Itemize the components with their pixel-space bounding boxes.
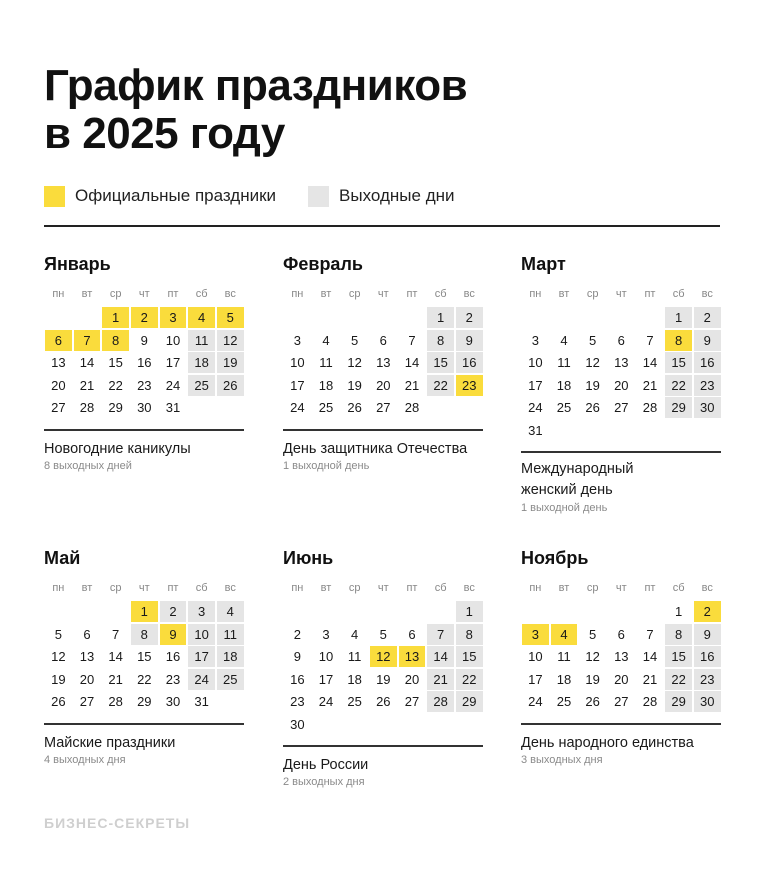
day-cell: 18	[556, 671, 572, 687]
weekend-day: 7	[427, 624, 454, 645]
weekend-day: 15	[456, 646, 483, 667]
weekday-header	[283, 579, 485, 597]
day-cell: 16	[165, 649, 181, 665]
day-cell: 11	[557, 355, 571, 371]
weekend-day: 29	[665, 691, 692, 712]
day-cell: 18	[556, 377, 572, 393]
day-grid	[521, 307, 723, 443]
day-cell: 9	[140, 332, 148, 348]
day-cell: 25	[347, 694, 362, 710]
weekday-label: ср	[586, 582, 599, 594]
holiday-day: 9	[160, 624, 187, 645]
weekday-label: вт	[81, 582, 93, 594]
day-cell: 27	[404, 694, 420, 710]
weekday-label: вт	[320, 288, 332, 300]
day-cell: 13	[51, 355, 66, 371]
weekend-day: 21	[427, 669, 454, 690]
weekend-day: 23	[694, 375, 721, 396]
day-cell: 18	[318, 377, 334, 393]
day-cell: 19	[376, 671, 391, 687]
day-cell: 20	[404, 671, 420, 687]
day-cell: 19	[51, 671, 66, 687]
day-cell: 25	[556, 694, 572, 710]
weekday-label: вс	[224, 582, 236, 594]
weekday-label: чт	[377, 582, 389, 594]
weekday-header	[44, 579, 246, 597]
day-cell: 20	[614, 671, 629, 687]
days-off-count: 8 выходных дней	[44, 460, 132, 472]
day-cell: 31	[528, 423, 543, 439]
day-cell: 21	[642, 671, 658, 687]
holiday-day: 2	[694, 601, 721, 622]
day-cell: 7	[408, 332, 416, 348]
day-cell: 18	[347, 671, 362, 687]
holiday-day: 13	[399, 646, 426, 667]
weekend-day: 15	[427, 352, 454, 373]
weekend-swatch	[308, 186, 329, 207]
day-cell: 15	[108, 355, 123, 371]
month-divider	[283, 429, 483, 431]
holiday-day: 6	[45, 330, 72, 351]
holiday-day: 1	[131, 601, 158, 622]
month-divider	[44, 723, 244, 725]
holiday-name: День народного единства	[521, 735, 694, 751]
holiday-day: 12	[370, 646, 397, 667]
weekend-day: 24	[188, 669, 215, 690]
day-cell: 20	[614, 377, 629, 393]
day-grid	[521, 601, 723, 714]
holiday-day: 7	[74, 330, 101, 351]
weekday-label: пт	[644, 582, 656, 594]
weekday-label: ср	[348, 582, 361, 594]
holiday-day: 3	[522, 624, 549, 645]
day-cell: 6	[379, 332, 387, 348]
day-cell: 28	[404, 400, 420, 416]
month-february	[283, 252, 485, 472]
day-cell: 5	[379, 626, 387, 642]
weekday-label: чт	[615, 288, 627, 300]
day-cell: 30	[137, 400, 152, 416]
weekday-label: вт	[558, 582, 570, 594]
weekend-day: 1	[427, 307, 454, 328]
weekend-day: 4	[217, 601, 244, 622]
day-cell: 10	[528, 355, 543, 371]
day-cell: 17	[318, 671, 334, 687]
weekend-day: 12	[217, 330, 244, 351]
weekend-day: 3	[188, 601, 215, 622]
day-cell: 16	[290, 671, 305, 687]
weekend-day: 26	[217, 375, 244, 396]
weekday-header	[521, 579, 723, 597]
day-cell: 4	[322, 332, 330, 348]
weekend-day: 15	[665, 646, 692, 667]
day-cell: 22	[137, 671, 152, 687]
weekday-label: пт	[167, 288, 179, 300]
day-cell: 20	[51, 377, 66, 393]
day-cell: 12	[585, 649, 600, 665]
day-grid	[44, 307, 246, 420]
weekend-day: 16	[694, 352, 721, 373]
day-cell: 6	[617, 626, 625, 642]
day-cell: 6	[617, 332, 625, 348]
weekend-day: 22	[665, 375, 692, 396]
weekend-day: 8	[131, 624, 158, 645]
weekday-label: пт	[406, 288, 418, 300]
day-cell: 27	[51, 400, 66, 416]
holiday-name: День России	[283, 757, 369, 773]
day-cell: 29	[137, 694, 152, 710]
day-cell: 27	[376, 400, 391, 416]
weekday-header	[283, 285, 485, 303]
day-cell: 1	[674, 604, 683, 620]
day-cell: 27	[614, 400, 629, 416]
weekend-day: 16	[456, 352, 483, 373]
day-cell: 3	[293, 332, 301, 348]
weekend-day: 9	[456, 330, 483, 351]
weekday-label: ср	[109, 288, 122, 300]
weekday-label: пн	[529, 582, 542, 594]
day-cell: 15	[137, 649, 152, 665]
weekday-label: ср	[586, 288, 599, 300]
holiday-name: День защитника Отечества	[283, 441, 468, 457]
weekend-day: 16	[694, 646, 721, 667]
day-cell: 21	[642, 377, 658, 393]
holiday-day: 1	[102, 307, 129, 328]
weekend-day: 19	[217, 352, 244, 373]
day-cell: 6	[408, 626, 416, 642]
month-name: Февраль	[283, 254, 363, 274]
day-grid	[44, 601, 246, 714]
day-cell: 5	[351, 332, 359, 348]
day-cell: 31	[165, 400, 181, 416]
holiday-day: 4	[551, 624, 578, 645]
day-cell: 10	[318, 649, 334, 665]
weekend-day: 28	[427, 691, 454, 712]
weekend-day: 22	[427, 375, 454, 396]
days-off-count: 4 выходных дня	[44, 754, 126, 766]
day-cell: 17	[528, 377, 543, 393]
month-january	[44, 252, 246, 472]
weekend-day: 14	[427, 646, 454, 667]
day-cell: 28	[642, 400, 658, 416]
month-march	[521, 252, 723, 514]
day-cell: 14	[404, 355, 420, 371]
day-grid	[283, 307, 485, 420]
day-cell: 24	[318, 694, 334, 710]
day-cell: 28	[642, 694, 658, 710]
weekday-label: пн	[52, 288, 65, 300]
days-off-count: 1 выходной день	[283, 460, 370, 472]
day-cell: 30	[165, 694, 181, 710]
weekday-label: ср	[348, 288, 361, 300]
holiday-day: 5	[217, 307, 244, 328]
days-off-count: 3 выходных дня	[521, 754, 603, 766]
month-may	[44, 546, 246, 766]
day-cell: 7	[646, 332, 654, 348]
day-cell: 16	[137, 355, 152, 371]
weekday-label: вт	[558, 288, 570, 300]
holiday-day: 8	[665, 330, 692, 351]
day-cell: 20	[79, 671, 95, 687]
holiday-day: 3	[160, 307, 187, 328]
day-cell: 21	[108, 671, 123, 687]
day-cell: 14	[108, 649, 123, 665]
day-cell: 3	[322, 626, 330, 642]
day-cell: 23	[290, 694, 305, 710]
day-cell: 26	[347, 400, 362, 416]
weekday-label: вс	[224, 288, 236, 300]
weekend-day: 11	[217, 624, 244, 645]
weekend-day: 8	[456, 624, 483, 645]
day-cell: 14	[642, 649, 658, 665]
day-cell: 5	[589, 626, 597, 642]
day-cell: 10	[528, 649, 543, 665]
weekend-day: 8	[665, 624, 692, 645]
weekday-label: сб	[672, 288, 685, 300]
weekend-day: 11	[188, 330, 215, 351]
weekday-label: вс	[701, 582, 713, 594]
weekend-day: 30	[694, 691, 721, 712]
day-cell: 13	[79, 649, 95, 665]
day-cell: 19	[585, 671, 600, 687]
day-cell: 13	[614, 649, 629, 665]
weekend-day: 29	[665, 397, 692, 418]
weekday-label: сб	[434, 288, 447, 300]
brand-logo: БИЗНЕС-СЕКРЕТЫ	[44, 815, 191, 831]
weekend-day: 29	[456, 691, 483, 712]
weekend-day: 25	[188, 375, 215, 396]
day-cell: 4	[560, 332, 568, 348]
day-cell: 5	[54, 626, 62, 642]
month-divider	[521, 723, 721, 725]
day-cell: 26	[51, 694, 66, 710]
day-cell: 10	[165, 332, 181, 348]
day-cell: 14	[642, 355, 658, 371]
month-november	[521, 546, 723, 766]
weekend-day: 10	[188, 624, 215, 645]
weekday-header	[44, 285, 246, 303]
weekday-label: пн	[291, 582, 304, 594]
weekday-label: пн	[291, 288, 304, 300]
weekday-label: пт	[406, 582, 418, 594]
day-cell: 20	[376, 377, 391, 393]
day-cell: 4	[351, 626, 359, 642]
day-cell: 14	[79, 355, 95, 371]
month-name: Январь	[44, 254, 111, 274]
day-cell: 19	[585, 377, 600, 393]
legend-weekends-label: Выходные дни	[339, 186, 455, 205]
holiday-day: 2	[131, 307, 158, 328]
holiday-swatch	[44, 186, 65, 207]
day-cell: 24	[165, 377, 181, 393]
weekday-label: вт	[320, 582, 332, 594]
day-cell: 26	[585, 694, 600, 710]
day-cell: 12	[51, 649, 66, 665]
day-cell: 21	[79, 377, 95, 393]
day-cell: 6	[83, 626, 91, 642]
weekend-day: 22	[456, 669, 483, 690]
day-cell: 27	[79, 694, 95, 710]
weekday-label: сб	[672, 582, 685, 594]
weekend-day: 18	[188, 352, 215, 373]
day-cell: 24	[528, 400, 543, 416]
weekday-label: сб	[195, 582, 208, 594]
weekday-label: чт	[138, 582, 150, 594]
page-title	[44, 62, 467, 158]
month-divider	[521, 451, 721, 453]
weekday-label: пт	[644, 288, 656, 300]
weekend-day: 9	[694, 624, 721, 645]
days-off-count: 2 выходных дня	[283, 776, 365, 788]
weekday-label: чт	[615, 582, 627, 594]
weekday-label: вс	[701, 288, 713, 300]
holiday-name: Майские праздники	[44, 735, 176, 751]
day-cell: 13	[614, 355, 629, 371]
day-cell: 28	[108, 694, 123, 710]
weekday-label: пн	[529, 288, 542, 300]
weekend-day: 25	[217, 669, 244, 690]
day-cell: 21	[404, 377, 420, 393]
legend	[44, 185, 487, 207]
day-cell: 12	[585, 355, 600, 371]
weekend-day: 22	[665, 669, 692, 690]
month-name: Март	[521, 254, 566, 274]
day-cell: 22	[108, 377, 123, 393]
weekend-day: 2	[694, 307, 721, 328]
weekday-label: вс	[463, 582, 475, 594]
day-cell: 28	[79, 400, 95, 416]
holiday-name: Новогодние каникулы	[44, 441, 191, 457]
weekend-day: 1	[665, 307, 692, 328]
day-cell: 26	[376, 694, 391, 710]
weekday-label: чт	[377, 288, 389, 300]
day-cell: 24	[290, 400, 305, 416]
day-cell: 5	[589, 332, 597, 348]
day-cell: 11	[347, 649, 362, 665]
day-cell: 27	[614, 694, 629, 710]
day-cell: 19	[347, 377, 362, 393]
weekday-label: сб	[195, 288, 208, 300]
day-cell: 7	[646, 626, 654, 642]
day-cell: 26	[585, 400, 600, 416]
day-cell: 9	[293, 649, 301, 665]
day-cell: 11	[319, 355, 333, 371]
title-line-1: График праздников	[44, 61, 468, 110]
weekday-label: вт	[81, 288, 93, 300]
day-cell: 10	[290, 355, 305, 371]
weekend-day: 1	[456, 601, 483, 622]
holiday-name: Международный женский день	[521, 461, 634, 498]
weekend-day: 18	[217, 646, 244, 667]
month-name: Июнь	[283, 548, 334, 568]
month-name: Май	[44, 548, 81, 568]
weekday-label: сб	[434, 582, 447, 594]
day-cell: 11	[557, 649, 571, 665]
weekend-day: 8	[427, 330, 454, 351]
day-cell: 12	[347, 355, 362, 371]
day-cell: 25	[556, 400, 572, 416]
holiday-day: 23	[456, 375, 483, 396]
title-line-2: в 2025 году	[44, 109, 285, 158]
legend-weekends	[308, 186, 454, 207]
day-cell: 13	[376, 355, 391, 371]
days-off-count: 1 выходной день	[521, 502, 608, 514]
month-divider	[283, 745, 483, 747]
day-cell: 24	[528, 694, 543, 710]
day-cell: 17	[528, 671, 543, 687]
weekday-header	[521, 285, 723, 303]
header-divider	[44, 225, 720, 227]
day-cell: 7	[112, 626, 120, 642]
holiday-day: 8	[102, 330, 129, 351]
day-cell: 29	[108, 400, 123, 416]
month-june	[283, 546, 485, 788]
legend-holidays-label: Официальные праздники	[75, 186, 277, 205]
weekend-day: 23	[694, 669, 721, 690]
weekday-label: чт	[138, 288, 150, 300]
weekday-label: пт	[167, 582, 179, 594]
day-cell: 17	[165, 355, 181, 371]
month-name: Ноябрь	[521, 548, 589, 568]
weekend-day: 17	[188, 646, 215, 667]
day-cell: 3	[531, 332, 539, 348]
day-cell: 23	[165, 671, 181, 687]
weekend-day: 30	[694, 397, 721, 418]
weekend-day: 9	[694, 330, 721, 351]
weekend-day: 2	[160, 601, 187, 622]
weekday-label: ср	[109, 582, 122, 594]
day-cell: 25	[318, 400, 334, 416]
weekday-label: вс	[463, 288, 475, 300]
weekend-day: 2	[456, 307, 483, 328]
holiday-day: 4	[188, 307, 215, 328]
day-grid	[283, 601, 485, 737]
day-cell: 17	[290, 377, 305, 393]
day-cell: 2	[293, 626, 301, 642]
month-divider	[44, 429, 244, 431]
day-cell: 30	[290, 717, 305, 733]
weekday-label: пн	[52, 582, 65, 594]
day-cell: 31	[194, 694, 209, 710]
weekend-day: 15	[665, 352, 692, 373]
legend-holidays	[44, 186, 276, 207]
day-cell: 23	[137, 377, 152, 393]
